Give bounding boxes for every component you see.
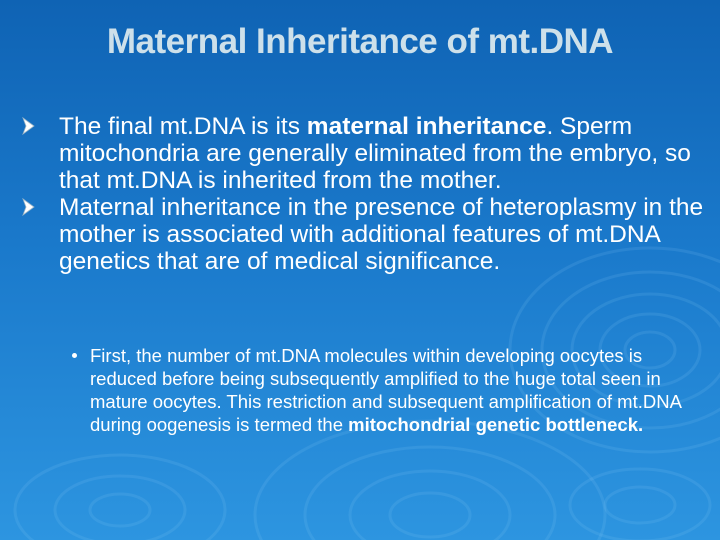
bullet-list [18, 113, 708, 275]
bullet-text: Maternal inheritance in the presence of heteroplasmy in the mother is associated with additional features of mt.DNA genetics that are of medical significance. [59, 194, 704, 275]
arrow-bullet-icon [22, 198, 35, 216]
bullet-item [18, 194, 708, 275]
round-bullet-icon [72, 353, 77, 358]
bullet-item [18, 113, 708, 194]
sub-bullet-text: First, the number of mt.DNA molecules within developing oocytes is reduced before being subsequently amplified to the huge total seen in mature oocytes. This restriction and subsequent amplification of mt.DNA during oogenesis is termed the [90, 345, 681, 435]
slide-title: Maternal Inheritance of mt.DNA [106, 22, 614, 61]
sub-bullet-list [72, 344, 692, 436]
bullet-text-end: . Sperm mitochondria are generally eliminated from the embryo, so that mt.DNA is inherited from the mother. [59, 113, 691, 194]
bullet-bold-text: maternal inheritance [306, 113, 547, 140]
sub-bullet-bold-text: mitochondrial genetic bottleneck. [348, 414, 644, 435]
arrow-bullet-icon [22, 117, 35, 135]
sub-bullet-item [72, 344, 692, 436]
bullet-text-start: The final mt.DNA is its [59, 113, 307, 140]
